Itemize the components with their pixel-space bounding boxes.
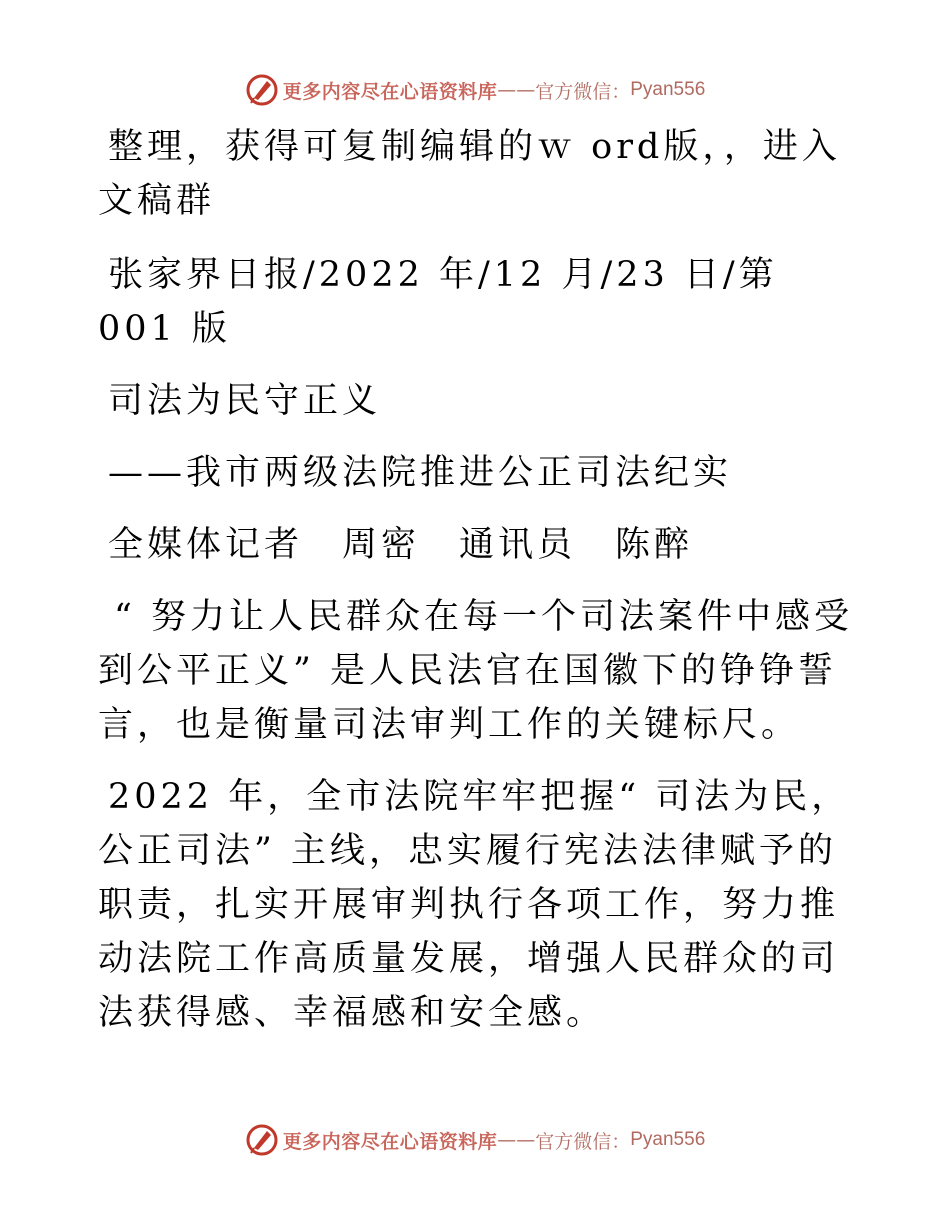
paragraph-2: 2022 年，全市法院牢牢把握“ 司法为民，公正司法” 主线，忠实履行宪法法律赋予的职责，扎实开展审判执行各项工作，努力推动法院工作高质量发展，增强人民群众的司法获得感、幸福感和安全感。 xyxy=(98,777,851,1033)
quill-logo-icon xyxy=(245,73,279,107)
source-line: 张家界日报/2022 年/12 月/23 日/第 001 版 xyxy=(98,255,778,349)
banner-wechat-id: Pyan556 xyxy=(630,1129,706,1150)
article-title: 司法为民守正义 xyxy=(108,381,382,421)
paragraph-1: “ 努力让人民群众在每一个司法案件中感受到公平正义” 是人民法官在国徽下的铮铮誓言，也是衡量司法审判工作的关键标尺。 xyxy=(98,597,854,745)
banner-dash: —— xyxy=(497,1129,536,1151)
document-body xyxy=(98,120,858,1040)
banner-text: 更多内容尽在心语资料库 xyxy=(282,1130,498,1153)
banner-wechat-label: 官方微信： xyxy=(535,1130,631,1153)
quill-logo-icon xyxy=(245,1123,279,1157)
footer-banner xyxy=(0,1120,950,1160)
banner-wechat-id: Pyan556 xyxy=(630,79,706,100)
banner-text: 更多内容尽在心语资料库 xyxy=(282,80,498,103)
banner-wechat-label: 官方微信： xyxy=(535,80,631,103)
banner-dash: —— xyxy=(497,79,536,101)
intro-line: 整理，获得可复制编辑的ｗ ord版，，进入文稿群 xyxy=(98,127,841,221)
header-banner xyxy=(0,70,950,110)
byline: 全媒体记者 周密 通讯员 陈醉 xyxy=(108,525,694,565)
article-subtitle: ——我市两级法院推进公正司法纪实 xyxy=(108,453,733,493)
